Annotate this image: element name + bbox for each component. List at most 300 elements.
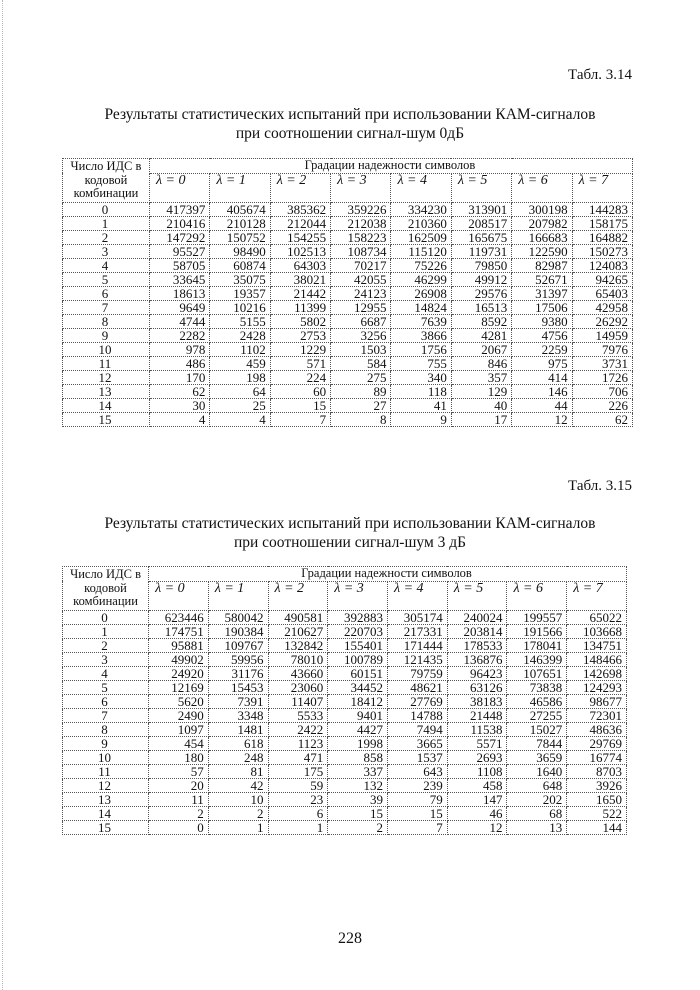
table-row — [63, 792, 627, 806]
table-cell: 459 — [210, 356, 270, 370]
table-cell: 31176 — [208, 666, 268, 680]
table-cell: 21448 — [447, 708, 507, 722]
row-ids-count: 5 — [63, 272, 150, 286]
table-cell: 580042 — [208, 610, 268, 624]
group-header-reliability-gradations: Градации надежности символов — [149, 567, 627, 582]
table-cell: 8592 — [451, 314, 511, 328]
table-caption — [60, 105, 640, 143]
table-cell: 584 — [331, 356, 391, 370]
table-cell: 226 — [572, 398, 632, 412]
row-ids-count: 4 — [63, 258, 150, 272]
table-cell: 5533 — [268, 708, 328, 722]
table-cell: 39 — [328, 792, 388, 806]
table-cell: 46586 — [507, 694, 567, 708]
row-ids-count: 2 — [63, 638, 149, 652]
table-row — [63, 736, 627, 750]
table-cell: 7494 — [388, 722, 448, 736]
table-cell: 171444 — [388, 638, 448, 652]
table-cell: 8 — [331, 412, 391, 426]
table-cell: 79759 — [388, 666, 448, 680]
table-cell: 136876 — [447, 652, 507, 666]
table-row — [63, 778, 627, 792]
table-cell: 522 — [567, 806, 627, 820]
table-cell: 142698 — [567, 666, 627, 680]
table-row — [63, 272, 633, 286]
table-cell: 16774 — [567, 750, 627, 764]
table-cell: 3665 — [388, 736, 448, 750]
table-cell: 18613 — [149, 286, 209, 300]
table-cell: 64303 — [270, 258, 330, 272]
table-cell: 29576 — [451, 286, 511, 300]
table-cell: 3659 — [507, 750, 567, 764]
table-cell: 203814 — [447, 624, 507, 638]
table-cell: 3926 — [567, 778, 627, 792]
table-cell: 14959 — [572, 328, 632, 342]
table-cell: 178041 — [507, 638, 567, 652]
table-caption-line1: Результаты статистических испытаний при использовании КАМ-сигналов — [104, 106, 596, 123]
row-ids-count: 1 — [63, 216, 150, 230]
table-cell: 4427 — [328, 722, 388, 736]
table-cell: 198 — [210, 370, 270, 384]
table-row — [63, 286, 633, 300]
table-label: Табл. 3.14 — [568, 67, 632, 83]
table-cell: 210627 — [268, 624, 328, 638]
row-ids-count: 3 — [63, 244, 150, 258]
table-cell: 4756 — [512, 328, 572, 342]
table-cell: 15 — [270, 398, 330, 412]
table-cell: 98677 — [567, 694, 627, 708]
column-header-lambda-0: λ = 0 — [149, 581, 209, 610]
table-cell: 42 — [208, 778, 268, 792]
table-cell: 1 — [208, 820, 268, 834]
table-cell: 5620 — [149, 694, 209, 708]
row-ids-count: 13 — [63, 792, 149, 806]
table-cell: 248 — [208, 750, 268, 764]
table-cell: 65022 — [567, 610, 627, 624]
group-header-reliability-gradations: Градации надежности символов — [149, 159, 632, 174]
table-cell: 7391 — [208, 694, 268, 708]
table-cell: 29769 — [567, 736, 627, 750]
table-caption-line1: Результаты статистических испытаний при использовании КАМ-сигналов — [104, 515, 596, 532]
table-cell: 42958 — [572, 300, 632, 314]
table-cell: 20 — [149, 778, 209, 792]
table-cell: 17506 — [512, 300, 572, 314]
table-cell: 1102 — [210, 342, 270, 356]
table-caption-line2: при соотношении сигнал-шум 0дБ — [235, 125, 465, 142]
row-ids-count: 9 — [63, 736, 149, 750]
row-header-ids-count: Число ИДС в кодовой комбинации — [63, 159, 150, 203]
table-row — [63, 258, 633, 272]
table-row — [63, 652, 627, 666]
table-cell: 2282 — [149, 328, 209, 342]
table-label: Табл. 3.15 — [568, 478, 632, 494]
table-cell: 4 — [210, 412, 270, 426]
table-cell: 2259 — [512, 342, 572, 356]
table-row — [63, 820, 627, 834]
table-cell: 275 — [331, 370, 391, 384]
table-cell: 25 — [210, 398, 270, 412]
table-row — [63, 202, 633, 216]
table-cell: 65403 — [572, 286, 632, 300]
table-cell: 6687 — [331, 314, 391, 328]
table-row — [63, 384, 633, 398]
table-cell: 2 — [149, 806, 209, 820]
table-cell: 191566 — [507, 624, 567, 638]
table-cell: 471 — [268, 750, 328, 764]
table-cell: 115120 — [391, 244, 451, 258]
table-row — [63, 314, 633, 328]
row-ids-count: 11 — [63, 764, 149, 778]
table-cell: 12 — [447, 820, 507, 834]
row-ids-count: 8 — [63, 314, 150, 328]
table-cell: 313901 — [451, 202, 511, 216]
table-cell: 166683 — [512, 230, 572, 244]
row-ids-count: 5 — [63, 680, 149, 694]
table-cell: 175 — [268, 764, 328, 778]
table-cell: 17 — [451, 412, 511, 426]
table-cell: 217331 — [388, 624, 448, 638]
column-header-lambda-2: λ = 2 — [270, 173, 330, 202]
row-ids-count: 12 — [63, 778, 149, 792]
table-cell: 337 — [328, 764, 388, 778]
table-cell: 2067 — [451, 342, 511, 356]
table-cell: 102513 — [270, 244, 330, 258]
table-cell: 155401 — [328, 638, 388, 652]
table-cell: 35075 — [210, 272, 270, 286]
table-cell: 1640 — [507, 764, 567, 778]
table-cell: 5155 — [210, 314, 270, 328]
table-cell: 79850 — [451, 258, 511, 272]
table-cell: 26908 — [391, 286, 451, 300]
table-cell: 144283 — [572, 202, 632, 216]
table-cell: 59 — [268, 778, 328, 792]
table-cell: 33645 — [149, 272, 209, 286]
table-cell: 975 — [512, 356, 572, 370]
column-header-lambda-7: λ = 7 — [572, 173, 632, 202]
table-cell: 357 — [451, 370, 511, 384]
table-cell: 207982 — [512, 216, 572, 230]
table-cell: 162509 — [391, 230, 451, 244]
row-ids-count: 8 — [63, 722, 149, 736]
table-cell: 60 — [270, 384, 330, 398]
table-cell: 124293 — [567, 680, 627, 694]
table-caption — [60, 514, 640, 552]
table-cell: 21442 — [270, 286, 330, 300]
table-cell: 334230 — [391, 202, 451, 216]
table-cell: 26292 — [572, 314, 632, 328]
table-cell: 15 — [328, 806, 388, 820]
table-cell: 414 — [512, 370, 572, 384]
table-cell: 98490 — [210, 244, 270, 258]
column-header-lambda-1: λ = 1 — [210, 173, 270, 202]
table-cell: 63126 — [447, 680, 507, 694]
table-cell: 10 — [208, 792, 268, 806]
table-cell: 72301 — [567, 708, 627, 722]
table-cell: 79 — [388, 792, 448, 806]
table-cell: 132842 — [268, 638, 328, 652]
column-header-lambda-4: λ = 4 — [391, 173, 451, 202]
table-cell: 224 — [270, 370, 330, 384]
column-header-lambda-6: λ = 6 — [507, 581, 567, 610]
table-cell: 9649 — [149, 300, 209, 314]
table-row — [63, 244, 633, 258]
table-cell: 60151 — [328, 666, 388, 680]
row-ids-count: 15 — [63, 820, 149, 834]
results-table-3db — [62, 566, 627, 835]
table-cell: 2 — [208, 806, 268, 820]
row-ids-count: 3 — [63, 652, 149, 666]
table-cell: 12 — [512, 412, 572, 426]
table-cell: 14824 — [391, 300, 451, 314]
table-cell: 27255 — [507, 708, 567, 722]
table-cell: 2490 — [149, 708, 209, 722]
table-cell: 27 — [331, 398, 391, 412]
row-ids-count: 10 — [63, 342, 150, 356]
table-cell: 385362 — [270, 202, 330, 216]
table-cell: 154255 — [270, 230, 330, 244]
table-row — [63, 708, 627, 722]
table-cell: 150273 — [572, 244, 632, 258]
table-cell: 48636 — [567, 722, 627, 736]
table-cell: 11407 — [268, 694, 328, 708]
table-cell: 8703 — [567, 764, 627, 778]
table-row — [63, 370, 633, 384]
table-cell: 1503 — [331, 342, 391, 356]
table-cell: 164882 — [572, 230, 632, 244]
table-cell: 70217 — [331, 258, 391, 272]
table-cell: 212038 — [331, 216, 391, 230]
table-cell: 78010 — [268, 652, 328, 666]
table-cell: 119731 — [451, 244, 511, 258]
column-header-lambda-5: λ = 5 — [447, 581, 507, 610]
table-row — [63, 764, 627, 778]
table-cell: 210128 — [210, 216, 270, 230]
table-cell: 15027 — [507, 722, 567, 736]
table-cell: 158223 — [331, 230, 391, 244]
table-cell: 1481 — [208, 722, 268, 736]
table-cell: 571 — [270, 356, 330, 370]
table-cell: 340 — [391, 370, 451, 384]
table-cell: 305174 — [388, 610, 448, 624]
table-cell: 208517 — [451, 216, 511, 230]
row-ids-count: 10 — [63, 750, 149, 764]
table-cell: 9 — [391, 412, 451, 426]
table-cell: 82987 — [512, 258, 572, 272]
table-cell: 62 — [572, 412, 632, 426]
table-cell: 7 — [388, 820, 448, 834]
table-cell: 165675 — [451, 230, 511, 244]
table-cell: 9401 — [328, 708, 388, 722]
table-cell: 454 — [149, 736, 209, 750]
table-row — [63, 666, 627, 680]
table-cell: 190384 — [208, 624, 268, 638]
table-row — [63, 216, 633, 230]
table-row — [63, 680, 627, 694]
table-cell: 0 — [149, 820, 209, 834]
table-cell: 24123 — [331, 286, 391, 300]
page-left-edge-dotted-line — [2, 0, 3, 990]
column-header-lambda-0: λ = 0 — [149, 173, 209, 202]
row-ids-count: 6 — [63, 286, 150, 300]
table-cell: 199557 — [507, 610, 567, 624]
table-cell: 49902 — [149, 652, 209, 666]
row-ids-count: 14 — [63, 806, 149, 820]
table-cell: 11 — [149, 792, 209, 806]
table-cell: 42055 — [331, 272, 391, 286]
table-cell: 150752 — [210, 230, 270, 244]
column-header-lambda-2: λ = 2 — [268, 581, 328, 610]
table-cell: 7 — [270, 412, 330, 426]
table-cell: 12955 — [331, 300, 391, 314]
table-caption-line2: при соотношении сигнал-шум 3 дБ — [233, 534, 467, 551]
table-cell: 1998 — [328, 736, 388, 750]
table-cell: 11538 — [447, 722, 507, 736]
table-cell: 46 — [447, 806, 507, 820]
table-cell: 392883 — [328, 610, 388, 624]
table-row — [63, 412, 633, 426]
table-cell: 4744 — [149, 314, 209, 328]
table-cell: 41 — [391, 398, 451, 412]
table-cell: 1650 — [567, 792, 627, 806]
column-header-lambda-3: λ = 3 — [328, 581, 388, 610]
table-cell: 978 — [149, 342, 209, 356]
table-cell: 16513 — [451, 300, 511, 314]
table-cell: 122590 — [512, 244, 572, 258]
table-cell: 239 — [388, 778, 448, 792]
table-cell: 27769 — [388, 694, 448, 708]
table-cell: 38183 — [447, 694, 507, 708]
column-header-lambda-4: λ = 4 — [388, 581, 448, 610]
table-cell: 108734 — [331, 244, 391, 258]
table-row — [63, 722, 627, 736]
column-header-lambda-5: λ = 5 — [451, 173, 511, 202]
table-row — [63, 694, 627, 708]
row-ids-count: 9 — [63, 328, 150, 342]
table-cell: 64 — [210, 384, 270, 398]
table-cell: 220703 — [328, 624, 388, 638]
table-cell: 1537 — [388, 750, 448, 764]
table-cell: 2753 — [270, 328, 330, 342]
table-cell: 132 — [328, 778, 388, 792]
table-cell: 170 — [149, 370, 209, 384]
table-cell: 68 — [507, 806, 567, 820]
table-cell: 2 — [328, 820, 388, 834]
table-cell: 178533 — [447, 638, 507, 652]
table-cell: 57 — [149, 764, 209, 778]
table-cell: 15453 — [208, 680, 268, 694]
table-cell: 59956 — [208, 652, 268, 666]
table-cell: 1097 — [149, 722, 209, 736]
table-row — [63, 750, 627, 764]
table-cell: 14788 — [388, 708, 448, 722]
results-table-0db — [62, 158, 633, 427]
table-cell: 643 — [388, 764, 448, 778]
table-cell: 5802 — [270, 314, 330, 328]
table-cell: 19357 — [210, 286, 270, 300]
table-cell: 2422 — [268, 722, 328, 736]
table-row — [63, 356, 633, 370]
table-cell: 95527 — [149, 244, 209, 258]
table-cell: 12169 — [149, 680, 209, 694]
row-ids-count: 11 — [63, 356, 150, 370]
table-cell: 458 — [447, 778, 507, 792]
table-cell: 81 — [208, 764, 268, 778]
table-cell: 43660 — [268, 666, 328, 680]
table-cell: 31397 — [512, 286, 572, 300]
table-cell: 2693 — [447, 750, 507, 764]
row-ids-count: 0 — [63, 610, 149, 624]
table-cell: 240024 — [447, 610, 507, 624]
table-cell: 52671 — [512, 272, 572, 286]
table-cell: 3256 — [331, 328, 391, 342]
row-ids-count: 0 — [63, 202, 150, 216]
table-row — [63, 300, 633, 314]
table-cell: 103668 — [567, 624, 627, 638]
table-cell: 1123 — [268, 736, 328, 750]
table-cell: 180 — [149, 750, 209, 764]
table-cell: 100789 — [328, 652, 388, 666]
table-cell: 1 — [268, 820, 328, 834]
table-cell: 118 — [391, 384, 451, 398]
table-cell: 107651 — [507, 666, 567, 680]
table-cell: 30 — [149, 398, 209, 412]
table-cell: 147 — [447, 792, 507, 806]
row-ids-count: 15 — [63, 412, 150, 426]
table-cell: 1108 — [447, 764, 507, 778]
table-cell: 75226 — [391, 258, 451, 272]
row-ids-count: 7 — [63, 708, 149, 722]
table-cell: 618 — [208, 736, 268, 750]
table-cell: 359226 — [331, 202, 391, 216]
table-cell: 10216 — [210, 300, 270, 314]
table-row — [63, 230, 633, 244]
table-cell: 147292 — [149, 230, 209, 244]
table-cell: 300198 — [512, 202, 572, 216]
table-cell: 109767 — [208, 638, 268, 652]
table-cell: 210360 — [391, 216, 451, 230]
table-cell: 405674 — [210, 202, 270, 216]
table-cell: 23060 — [268, 680, 328, 694]
table-cell: 11399 — [270, 300, 330, 314]
table-row — [63, 610, 627, 624]
table-cell: 124083 — [572, 258, 632, 272]
table-cell: 417397 — [149, 202, 209, 216]
table-cell: 18412 — [328, 694, 388, 708]
table-row — [63, 806, 627, 820]
row-ids-count: 4 — [63, 666, 149, 680]
table-cell: 15 — [388, 806, 448, 820]
row-ids-count: 6 — [63, 694, 149, 708]
table-cell: 24920 — [149, 666, 209, 680]
table-cell: 4281 — [451, 328, 511, 342]
table-cell: 73838 — [507, 680, 567, 694]
table-cell: 1756 — [391, 342, 451, 356]
table-cell: 212044 — [270, 216, 330, 230]
table-cell: 858 — [328, 750, 388, 764]
row-ids-count: 12 — [63, 370, 150, 384]
row-ids-count: 14 — [63, 398, 150, 412]
table-cell: 9380 — [512, 314, 572, 328]
table-cell: 5571 — [447, 736, 507, 750]
row-ids-count: 2 — [63, 230, 150, 244]
table-cell: 89 — [331, 384, 391, 398]
table-cell: 95881 — [149, 638, 209, 652]
table-row — [63, 398, 633, 412]
table-cell: 96423 — [447, 666, 507, 680]
table-cell: 648 — [507, 778, 567, 792]
column-header-lambda-7: λ = 7 — [567, 581, 627, 610]
table-cell: 7976 — [572, 342, 632, 356]
